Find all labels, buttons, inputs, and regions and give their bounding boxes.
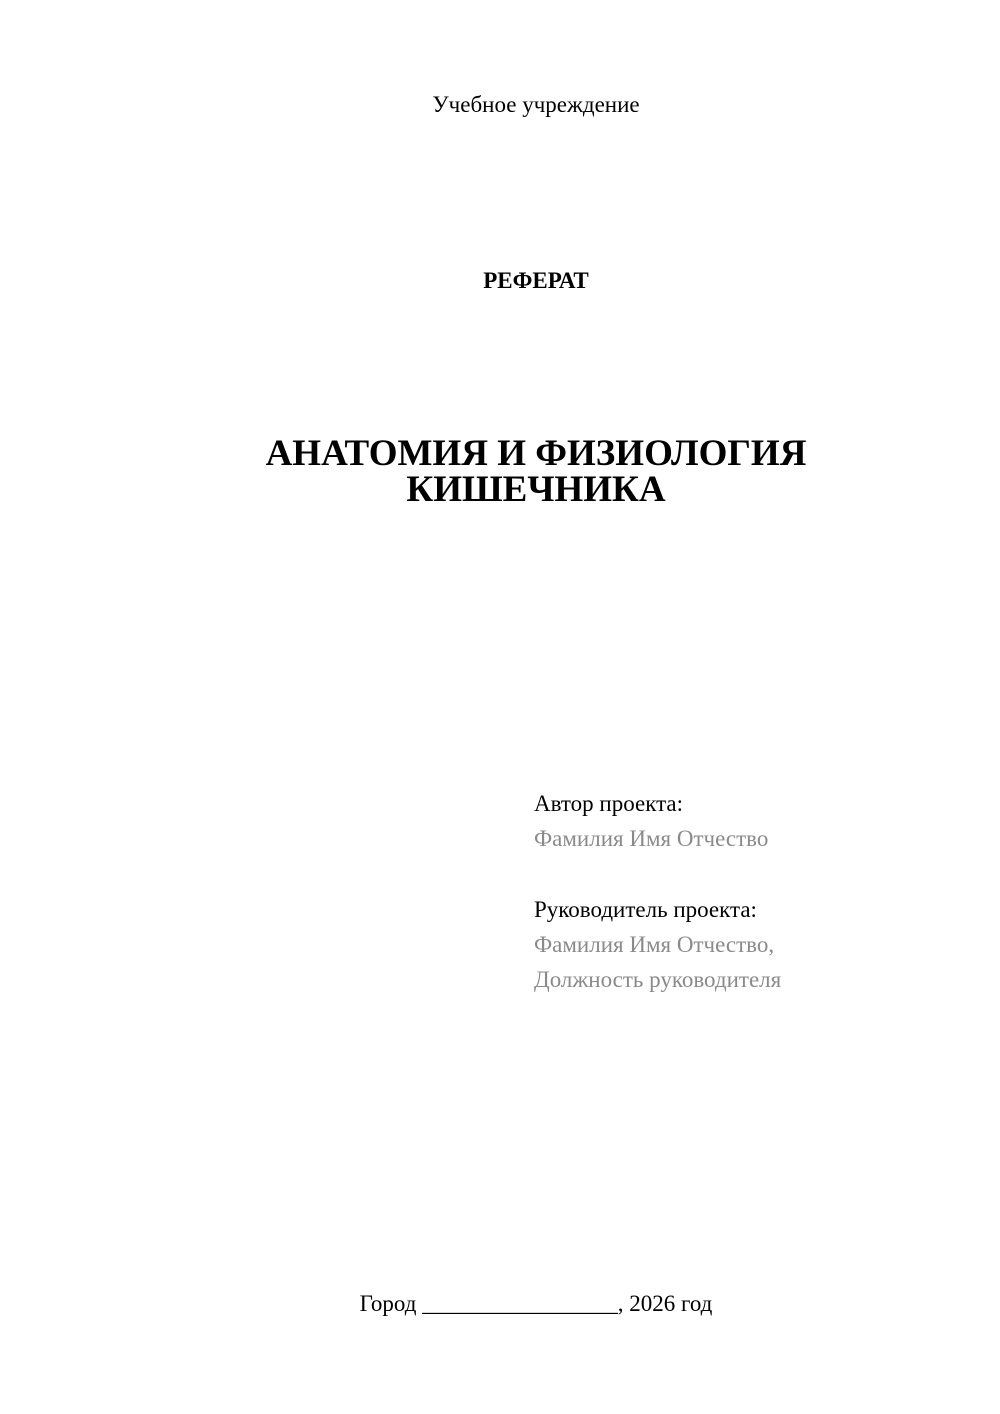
credits-spacer bbox=[534, 856, 974, 892]
institution-name: Учебное учреждение bbox=[432, 92, 640, 117]
credits-block bbox=[534, 786, 974, 997]
document-title-line-1: АНАТОМИЯ И ФИЗИОЛОГИЯ bbox=[265, 433, 807, 474]
supervisor-label: Руководитель проекта: bbox=[534, 897, 757, 922]
document-title-line-2: КИШЕЧНИКА bbox=[406, 469, 666, 510]
author-name: Фамилия Имя Отчество bbox=[534, 826, 769, 851]
author-label: Автор проекта: bbox=[534, 791, 683, 816]
supervisor-name: Фамилия Имя Отчество, bbox=[534, 932, 775, 957]
document-title bbox=[0, 433, 1000, 510]
document-type: РЕФЕРАТ bbox=[483, 268, 589, 293]
supervisor-position: Должность руководителя bbox=[534, 967, 782, 992]
city-year-line: Город _________________, 2026 год bbox=[359, 1291, 713, 1316]
